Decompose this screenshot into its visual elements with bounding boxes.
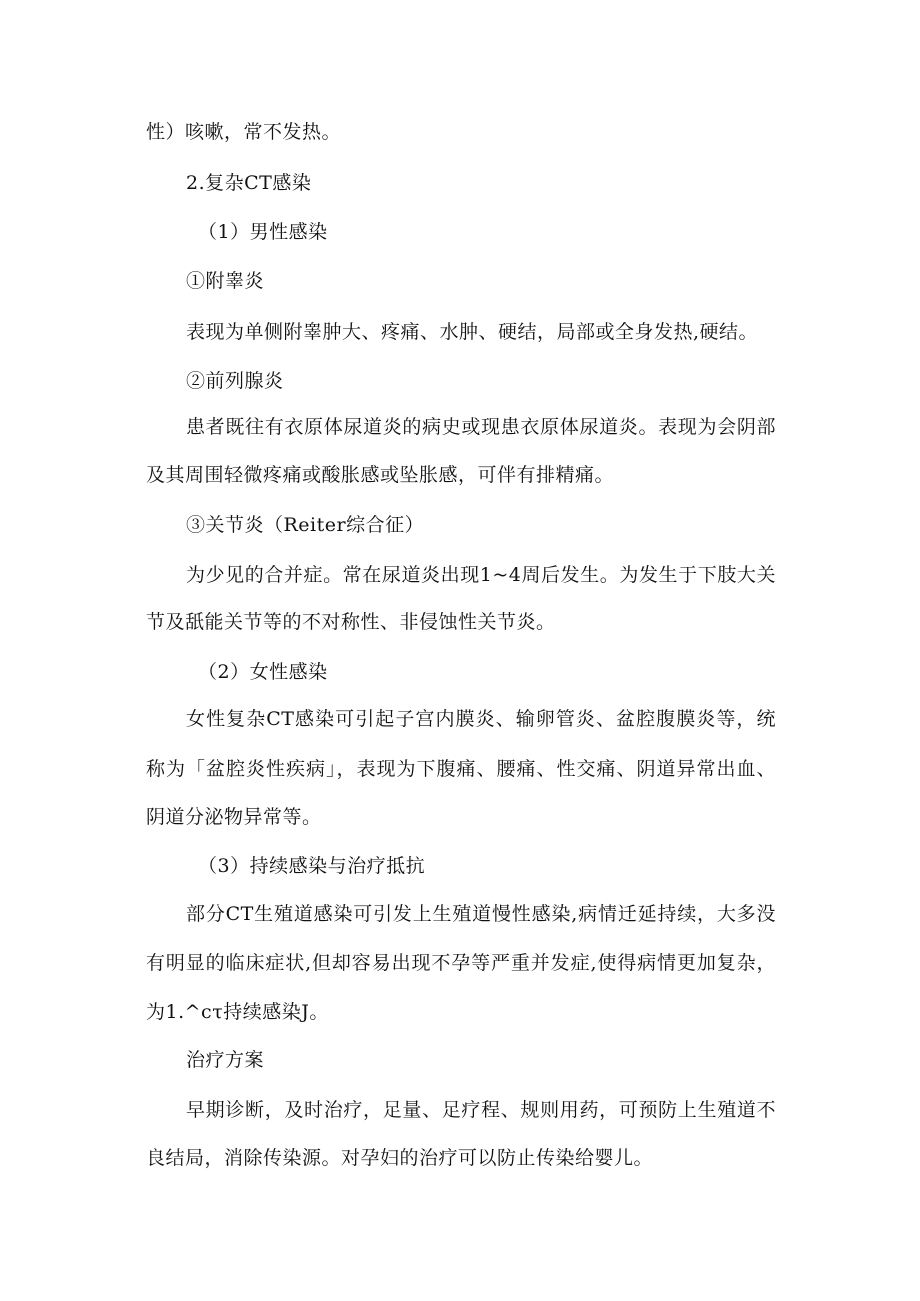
subheading-male-infection: （1）男性感染 (198, 221, 328, 243)
paragraph-female-line-3: 阴道分泌物异常等。 (146, 806, 322, 828)
item-heading-arthritis: ③关节炎（Reiter综合征） (186, 514, 425, 536)
text-line-continuation: 性）咳嗽，常不发热。 (146, 121, 342, 143)
paragraph-prostatitis-line-2: 及其周围轻微疼痛或酸胀感或坠胀感，可伴有排精痛。 (146, 464, 615, 486)
paragraph-female-line-2: 称为「盆腔炎性疾病」，表现为下腹痛、腰痛、性交痛、阴道异常出血、 (146, 758, 776, 780)
paragraph-persistent-line-3: 为1.^cτ持续感染J。 (146, 1001, 329, 1023)
subheading-female-infection: （2）女性感染 (198, 661, 328, 683)
subheading-persistent-infection: （3）持续感染与治疗抵抗 (198, 855, 426, 877)
paragraph-prostatitis-line-1: 患者既往有衣原体尿道炎的病史或现患衣原体尿道炎。表现为会阴部 (186, 416, 776, 438)
item-heading-epididymitis: ①附睾炎 (186, 270, 265, 292)
section-heading-complex-ct-infection: 2.复杂CT感染 (186, 172, 312, 194)
paragraph-treatment-line-2: 良结局，消除传染源。对孕妇的治疗可以防止传染给婴儿。 (146, 1147, 654, 1169)
section-heading-treatment: 治疗方案 (186, 1049, 265, 1071)
paragraph-arthritis-line-1: 为少见的合并症。常在尿道炎出现1~4周后发生。为发生于下肢大关 (186, 564, 776, 586)
paragraph-arthritis-line-2: 节及舐能关节等的不对称性、非侵蚀性关节炎。 (146, 611, 556, 633)
paragraph-epididymitis: 表现为单侧附睾肿大、疼痛、水肿、硬结，局部或全身发热,硬结。 (186, 321, 759, 343)
paragraph-persistent-line-2: 有明显的临床症状,但却容易出现不孕等严重并发症,使得病情更加复杂， (146, 952, 776, 974)
paragraph-treatment-line-1: 早期诊断，及时治疗，足量、足疗程、规则用药，可预防上生殖道不 (186, 1099, 776, 1121)
paragraph-persistent-line-1: 部分CT生殖道感染可引发上生殖道慢性感染,病情迁延持续，大多没 (186, 903, 776, 925)
paragraph-female-line-1: 女性复杂CT感染可引起子宫内膜炎、输卵管炎、盆腔腹膜炎等，统 (186, 708, 776, 730)
item-heading-prostatitis: ②前列腺炎 (186, 370, 284, 392)
